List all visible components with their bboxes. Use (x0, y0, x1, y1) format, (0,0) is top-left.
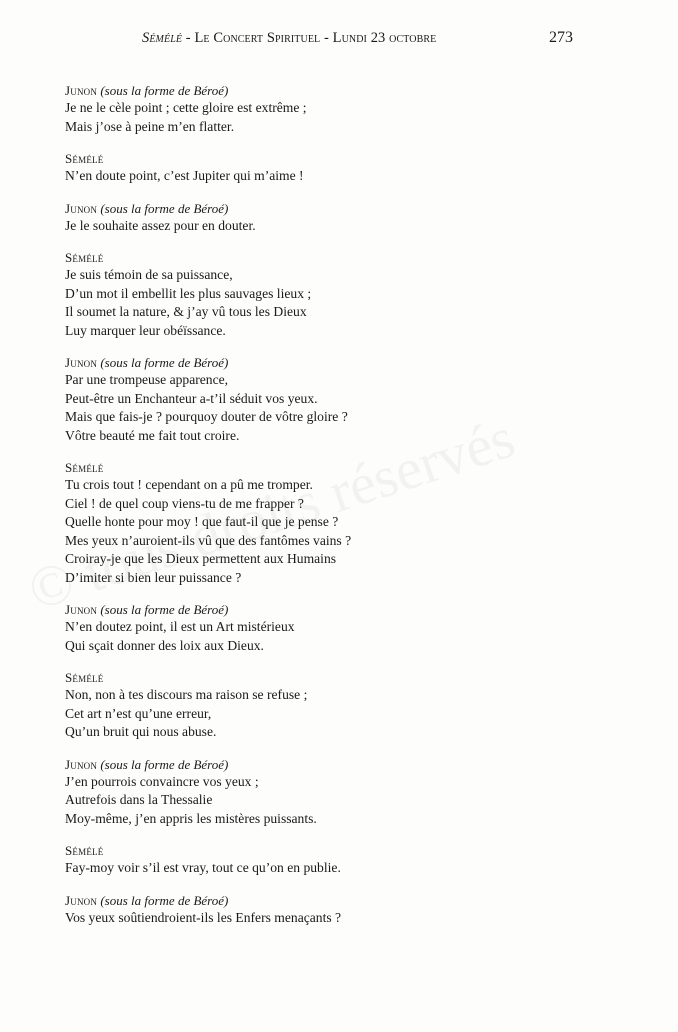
verse-line: Mes yeux n’auroient-ils vû que des fantômes vains ? (65, 532, 352, 548)
verse-line: Je suis témoin de sa puissance, (65, 267, 233, 282)
stage-direction: (sous la forme de Béroé) (97, 355, 229, 370)
verse-line: Peut-être un Enchanteur a-t’il séduit vos yeux. (65, 390, 318, 406)
verse-line: Ciel ! de quel coup viens-tu de me frapper ? (65, 495, 304, 511)
dialogue-block (65, 842, 645, 878)
speaker-name: Junon (65, 200, 98, 216)
verse-line: Qu’un bruit qui nous abuse. (65, 724, 217, 739)
dialogue-block (65, 249, 645, 340)
verse-line: Je le souhaite assez pour en douter. (65, 217, 256, 233)
verse-line: Qui sçait donner des loix aux Dieux. (65, 637, 264, 653)
dialogue-block (65, 669, 645, 742)
running-head-title-rest: - Le Concert Spirituel - Lundi 23 octobre (182, 30, 437, 46)
verse-line: Cet art n’est qu’une erreur, (65, 705, 212, 721)
speaker-name: Junon (65, 83, 98, 98)
speaker-heading (65, 459, 645, 476)
libretto-text (65, 82, 645, 941)
speaker-name: Sémélé (65, 250, 104, 265)
speaker-name: Junon (65, 355, 98, 370)
speaker-name: Sémélé (65, 460, 104, 475)
verse-line: Mais j’ose à peine m’en flatter. (65, 118, 235, 134)
dialogue-block (65, 601, 645, 655)
verse-line: Quelle honte pour moy ! que faut-il que je pense ? (65, 514, 339, 529)
verse-line: N’en doute point, c’est Jupiter qui m’aime ! (65, 168, 304, 183)
running-head-title (142, 30, 436, 47)
verse-line: Moy-même, j’en appris les mistères puissants. (65, 810, 317, 826)
verse-line: Je ne le cèle point ; cette gloire est extrême ; (65, 100, 307, 115)
speaker-heading (65, 892, 645, 909)
speaker-name: Junon (65, 892, 98, 908)
verse-line: D’imiter si bien leur puissance ? (65, 569, 242, 585)
verse-line: Mais que fais-je ? pourquoy douter de vôtre gloire ? (65, 409, 348, 424)
speaker-heading (65, 756, 645, 773)
speaker-name: Junon (65, 602, 98, 617)
verse-line: J’en pourrois convaincre vos yeux ; (65, 773, 259, 789)
dialogue-block (65, 354, 645, 445)
verse-line: Croiray-je que les Dieux permettent aux Humains (65, 551, 337, 566)
speaker-heading (65, 842, 645, 859)
speaker-heading (65, 354, 645, 371)
verse-line: Par une trompeuse apparence, (65, 372, 229, 387)
speaker-name: Sémélé (65, 670, 104, 685)
verse-line: Fay-moy voir s’il est vray, tout ce qu’on en publie. (65, 860, 341, 875)
speaker-heading (65, 82, 645, 99)
verse-line: Autrefois dans la Thessalie (65, 792, 213, 807)
stage-direction: (sous la forme de Béroé) (97, 602, 229, 617)
dialogue-block (65, 756, 645, 829)
verse-line: Vôtre beauté me fait tout croire. (65, 427, 240, 443)
verse-line: D’un mot il embellit les plus sauvages lieux ; (65, 285, 312, 301)
verse-line: Vos yeux soûtiendroient-ils les Enfers menaçants ? (65, 909, 342, 925)
speaker-heading (65, 200, 645, 217)
dialogue-block (65, 150, 645, 186)
speaker-heading (65, 150, 645, 167)
dialogue-block (65, 200, 645, 236)
dialogue-block (65, 459, 645, 587)
running-head (0, 30, 678, 50)
speaker-name: Sémélé (65, 843, 104, 858)
speaker-name: Sémélé (65, 151, 104, 166)
running-head-title-italic: Sémélé (142, 30, 183, 46)
page-number: 273 (549, 29, 573, 46)
verse-line: Tu crois tout ! cependant on a pû me tromper. (65, 477, 313, 492)
stage-direction: (sous la forme de Béroé) (97, 892, 229, 908)
stage-direction: (sous la forme de Béroé) (97, 756, 229, 772)
speaker-name: Junon (65, 756, 98, 772)
stage-direction: (sous la forme de Béroé) (97, 200, 229, 216)
verse-line: Il soumet la nature, & j’ay vû tous les Dieux (65, 304, 307, 319)
speaker-heading (65, 669, 645, 686)
verse-line: Non, non à tes discours ma raison se refuse ; (65, 687, 308, 702)
speaker-heading (65, 601, 645, 618)
dialogue-block (65, 892, 645, 928)
stage-direction: (sous la forme de Béroé) (97, 83, 229, 98)
verse-line: Luy marquer leur obéïssance. (65, 322, 226, 338)
dialogue-block (65, 82, 645, 136)
verse-line: N’en doutez point, il est un Art mistérieux (65, 619, 295, 634)
speaker-heading (65, 249, 645, 266)
